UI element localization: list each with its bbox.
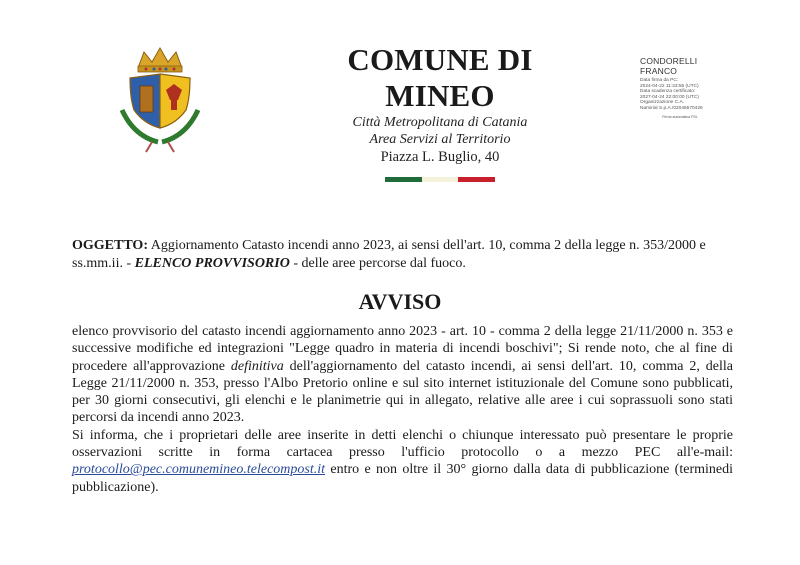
subject-emphasis: ELENCO PROVVISORIO [134,256,290,271]
subject-line [72,237,732,273]
paragraph-1-emphasis: definitiva [230,358,284,374]
flag-white [422,177,459,182]
signature-footer: Firma automatica FSL [662,114,698,119]
department-name: Area Servizi al Territorio [369,132,511,147]
italian-flag-bar [385,177,495,182]
ca-label: Organizzazione C.A. [640,100,684,106]
address: Piazza L. Buglio, 40 [380,149,500,165]
paragraph-2-text-a: Si informa, che i proprietari delle aree inserite in detti elenchi o chiunque interessato può presentare le proprie osservazioni scritte in forma cartacea presso l'ufficio protocollo o a mezzo PEC all'e-mail: [72,427,733,461]
paragraph-1-text-b: dell'aggiornamento del catasto incendi, ai sensi dell'art. 10, comma 2, della Legge 21/11/2000 n. 353, presso l'Albo Pretorio online e sul sito internet istituzionale del Comune sono pubblicati, per 30 giorni consecutivi, gli elenchi e le planimetrie qui in allegato, relative alle aree i cui soprassuoli sono stati percorsi da incendi anno 2023. [72,358,734,426]
paragraph-2-text-b: entro e non oltre il 30° giorno dalla data di pubblicazione (terminedi pubblicazione). [72,462,733,495]
paragraph-1-text-a: elenco provvisorio del catasto incendi aggiornamento anno 2023 - art. 10 - comma 2 della legge 21/11/2000 n. 353 e successive modifiche ed integrazioni "Legge quadro in materia di incendi boschivi"; Si rende noto, che al fine di procedere all'approvazione [72,324,733,374]
paragraph-2 [72,427,733,496]
flag-red [458,177,495,182]
cert-expiry-label: Data scadenza certificato: [640,89,696,95]
municipal-crest [100,38,220,158]
subject-text-1: Aggiornamento Catasto incendi anno 2023, ai sensi dell'art. 10, comma 2 della legge n. 353/2000 e ss.mm.ii. - [72,238,706,271]
signature-details [640,78,720,112]
subject-label: OGGETTO: [72,238,148,253]
notice-body [72,323,733,496]
pec-email-link[interactable]: protocollo@pec.comunemineo.telecompost.it [72,462,326,478]
notice-heading: AVVISO [358,289,442,314]
signer-name: CONDORELLI [640,56,698,66]
sign-date: 2024-04-22 11:33:55 (UTC) [640,83,699,89]
municipality-title: COMUNE DI MINEO [347,42,533,113]
digital-signature-stamp [640,56,720,119]
signer-surname: FRANCO [640,66,678,76]
ca-name: Namirial S.p.A./02046570426 [640,105,703,111]
metropolitan-city: Città Metropolitana di Catania [352,115,528,130]
paragraph-1 [72,323,733,427]
sign-date-label: Data firma da PC: [640,78,679,83]
subject-text-2: - delle aree percorse dal fuoco. [289,256,466,271]
coat-of-arms-icon [100,38,220,158]
letterhead [290,42,590,182]
cert-expiry: 2027-04-24 22:00:00 (UTC) [640,94,699,100]
flag-green [385,177,422,182]
